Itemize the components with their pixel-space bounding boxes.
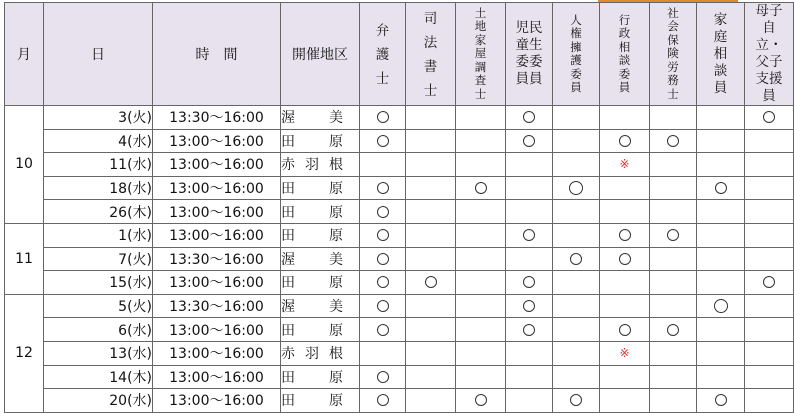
availability-cell [456,365,506,389]
available-circle-icon [377,371,389,383]
availability-cell [406,200,456,224]
day-cell: 5(火) [44,294,153,318]
area-name [281,131,343,151]
day-cell: 11(水) [44,153,153,177]
area-cell [281,106,360,130]
availability-cell [697,365,745,389]
available-circle-icon [475,182,487,194]
availability-cell [650,176,697,200]
area-cell [281,247,360,271]
availability-cell [406,247,456,271]
time-cell: 13:00〜16:00 [153,223,281,247]
table-row [5,106,794,130]
available-circle-icon [763,111,775,123]
time-cell: 13:00〜16:00 [153,153,281,177]
area-name [281,367,343,387]
table-row [5,129,794,153]
availability-cell [745,271,794,295]
availability-cell [600,176,650,200]
availability-cell [553,318,600,342]
available-circle-icon [619,135,631,147]
availability-cell [360,106,406,130]
header-admin-counselor: 行政相談委員 [600,3,650,106]
availability-cell [456,318,506,342]
availability-cell [456,341,506,365]
availability-cell [553,365,600,389]
area-char: 美 [329,251,343,268]
area-char: 田 [281,393,295,410]
area-char: 田 [281,228,295,245]
header-day: 日 [44,3,153,106]
area-name [281,390,343,410]
day-cell: 18(水) [44,176,153,200]
availability-cell [650,153,697,177]
availability-cell [406,271,456,295]
available-circle-icon [377,276,389,288]
availability-cell [553,129,600,153]
availability-cell [506,200,553,224]
area-char: 根 [329,346,343,363]
header-judicial-scrivener: 司法書士 [406,3,456,106]
available-circle-icon [715,394,727,406]
area-cell [281,294,360,318]
area-cell [281,223,360,247]
area-char: 原 [329,369,343,386]
availability-cell [360,271,406,295]
availability-cell [506,271,553,295]
area-cell [281,200,360,224]
available-circle-icon [570,253,582,265]
area-name [281,320,343,340]
day-cell: 7(火) [44,247,153,271]
time-cell: 13:30〜16:00 [153,294,281,318]
area-char: 原 [329,204,343,221]
availability-cell [456,200,506,224]
availability-cell [697,247,745,271]
area-char: 渥 [281,110,295,127]
header-time: 時 間 [153,3,281,106]
availability-cell [456,223,506,247]
availability-cell [600,318,650,342]
header-land-surveyor: 土地家屋調査士 [456,3,506,106]
available-circle-icon [377,300,389,312]
area-name [281,107,343,127]
month-cell: 10 [5,106,44,224]
availability-cell [745,223,794,247]
availability-cell [553,341,600,365]
availability-cell [360,200,406,224]
area-name [281,225,343,245]
area-char: 赤 [281,346,295,363]
table-row [5,153,794,177]
header-area: 開催地区 [281,3,360,106]
area-cell [281,318,360,342]
availability-cell [600,341,650,365]
area-char: 田 [281,322,295,339]
availability-cell [600,223,650,247]
available-circle-icon [425,276,437,288]
area-char: 美 [329,110,343,127]
note-mark: ※ [619,346,630,361]
available-circle-icon [523,276,535,288]
table-row [5,223,794,247]
availability-cell [745,153,794,177]
availability-cell [600,365,650,389]
availability-cell [553,153,600,177]
availability-cell [553,200,600,224]
area-cell [281,176,360,200]
availability-cell [406,365,456,389]
day-cell: 6(水) [44,318,153,342]
availability-cell [506,176,553,200]
availability-cell [650,271,697,295]
available-circle-icon [377,182,389,194]
available-circle-icon [667,135,679,147]
consultation-schedule-table [4,2,794,413]
availability-cell [406,294,456,318]
available-circle-icon [523,300,535,312]
header-labor-consultant: 社会保険労務士 [650,3,697,106]
month-cell: 12 [5,294,44,412]
area-char: 田 [281,275,295,292]
availability-cell [600,247,650,271]
area-char: 渥 [281,299,295,316]
availability-cell [360,153,406,177]
available-circle-icon [377,394,389,406]
time-cell: 13:00〜16:00 [153,176,281,200]
availability-cell [650,247,697,271]
area-char: 原 [329,228,343,245]
area-char: 原 [329,275,343,292]
area-char: 田 [281,181,295,198]
availability-cell [600,129,650,153]
table-row [5,365,794,389]
availability-cell [406,223,456,247]
note-mark: ※ [619,157,630,172]
area-char: 田 [281,204,295,221]
availability-cell [745,106,794,130]
availability-cell [697,318,745,342]
day-cell: 1(水) [44,223,153,247]
area-cell [281,341,360,365]
area-char: 原 [329,133,343,150]
day-cell: 14(木) [44,365,153,389]
table-row [5,318,794,342]
header-single-parent-support: 母子自立・父子支援員 [745,3,794,106]
availability-cell [745,294,794,318]
availability-cell [506,365,553,389]
day-cell: 20(水) [44,389,153,413]
area-char: 田 [281,369,295,386]
availability-cell [697,176,745,200]
day-cell: 3(火) [44,106,153,130]
available-circle-icon [377,206,389,218]
availability-cell [650,294,697,318]
area-char: 根 [329,157,343,174]
table-row [5,200,794,224]
availability-cell [600,106,650,130]
area-char: 原 [329,393,343,410]
availability-cell [600,200,650,224]
time-cell: 13:30〜16:00 [153,106,281,130]
availability-cell [456,129,506,153]
availability-cell [553,247,600,271]
header-welfare-commissioner: 児民童生委委員員 [506,3,553,106]
available-circle-icon [619,324,631,336]
availability-cell [360,223,406,247]
available-circle-icon [377,111,389,123]
area-char: 田 [281,133,295,150]
available-circle-icon [619,229,631,241]
availability-cell [456,106,506,130]
availability-cell [745,318,794,342]
availability-cell [553,106,600,130]
available-circle-icon [667,324,679,336]
availability-cell [506,223,553,247]
availability-cell [360,129,406,153]
day-cell: 4(水) [44,129,153,153]
area-char: 美 [329,299,343,316]
time-cell: 13:00〜16:00 [153,389,281,413]
header-lawyer: 弁護士 [360,3,406,106]
header-row [5,3,794,106]
day-cell: 13(水) [44,341,153,365]
availability-cell [697,271,745,295]
availability-cell [360,318,406,342]
table-row [5,176,794,200]
availability-cell [506,318,553,342]
availability-cell [406,318,456,342]
availability-cell [697,106,745,130]
time-cell: 13:00〜16:00 [153,129,281,153]
availability-cell [506,294,553,318]
area-cell [281,129,360,153]
time-cell: 13:00〜16:00 [153,271,281,295]
available-circle-icon [715,182,727,194]
availability-cell [360,341,406,365]
availability-cell [506,341,553,365]
available-circle-icon [377,135,389,147]
availability-cell [650,129,697,153]
area-name [281,296,343,316]
available-circle-icon [619,253,631,265]
availability-cell [406,129,456,153]
availability-cell [745,247,794,271]
area-char: 赤 [281,157,295,174]
availability-cell [745,129,794,153]
table-row [5,294,794,318]
availability-cell [697,223,745,247]
time-cell: 13:00〜16:00 [153,365,281,389]
available-circle-icon [714,299,728,313]
available-circle-icon [377,229,389,241]
availability-cell [745,176,794,200]
availability-cell [360,247,406,271]
month-cell: 11 [5,223,44,294]
availability-cell [697,129,745,153]
availability-cell [745,200,794,224]
time-cell: 13:00〜16:00 [153,341,281,365]
availability-cell [360,365,406,389]
area-cell [281,271,360,295]
area-char: 羽 [305,157,319,174]
availability-cell [406,106,456,130]
available-circle-icon [570,394,582,406]
availability-cell [553,223,600,247]
availability-cell [506,153,553,177]
availability-cell [697,341,745,365]
area-name [281,154,343,174]
available-circle-icon [523,324,535,336]
time-cell: 13:00〜16:00 [153,318,281,342]
area-name [281,202,343,222]
area-char: 原 [329,322,343,339]
table-row [5,341,794,365]
available-circle-icon [763,276,775,288]
availability-cell [553,176,600,200]
availability-cell [697,294,745,318]
availability-cell [650,341,697,365]
availability-cell [553,271,600,295]
availability-cell [506,129,553,153]
availability-cell [697,200,745,224]
availability-cell [456,153,506,177]
available-circle-icon [523,135,535,147]
area-name [281,272,343,292]
availability-cell [506,106,553,130]
availability-cell [650,200,697,224]
header-family-counselor: 家庭相談員 [697,3,745,106]
availability-cell [456,294,506,318]
availability-cell [600,271,650,295]
availability-cell [745,365,794,389]
time-cell: 13:00〜16:00 [153,200,281,224]
available-circle-icon [667,229,679,241]
availability-cell [406,341,456,365]
availability-cell [406,153,456,177]
availability-cell [360,176,406,200]
time-cell: 13:30〜16:00 [153,247,281,271]
area-name [281,249,343,269]
day-cell: 15(水) [44,271,153,295]
availability-cell [456,271,506,295]
availability-cell [406,176,456,200]
availability-cell [650,223,697,247]
day-cell: 26(木) [44,200,153,224]
header-human-rights: 人権擁護委員 [553,3,600,106]
area-cell [281,153,360,177]
availability-cell [360,294,406,318]
header-month: 月 [5,3,44,106]
area-char: 渥 [281,251,295,268]
availability-cell [553,294,600,318]
availability-cell [650,365,697,389]
table-row [5,247,794,271]
availability-cell [456,247,506,271]
area-cell [281,365,360,389]
availability-cell [600,153,650,177]
available-circle-icon [377,324,389,336]
availability-cell [506,247,553,271]
availability-cell [650,106,697,130]
available-circle-icon [377,253,389,265]
available-circle-icon [523,111,535,123]
availability-cell [650,318,697,342]
area-name [281,343,343,363]
availability-cell [697,153,745,177]
availability-cell [600,294,650,318]
available-circle-icon [475,394,487,406]
table-row [5,271,794,295]
available-circle-icon [569,181,583,195]
area-char: 羽 [305,346,319,363]
area-char: 原 [329,181,343,198]
area-name [281,178,343,198]
available-circle-icon [523,229,535,241]
availability-cell [456,176,506,200]
availability-cell [745,341,794,365]
